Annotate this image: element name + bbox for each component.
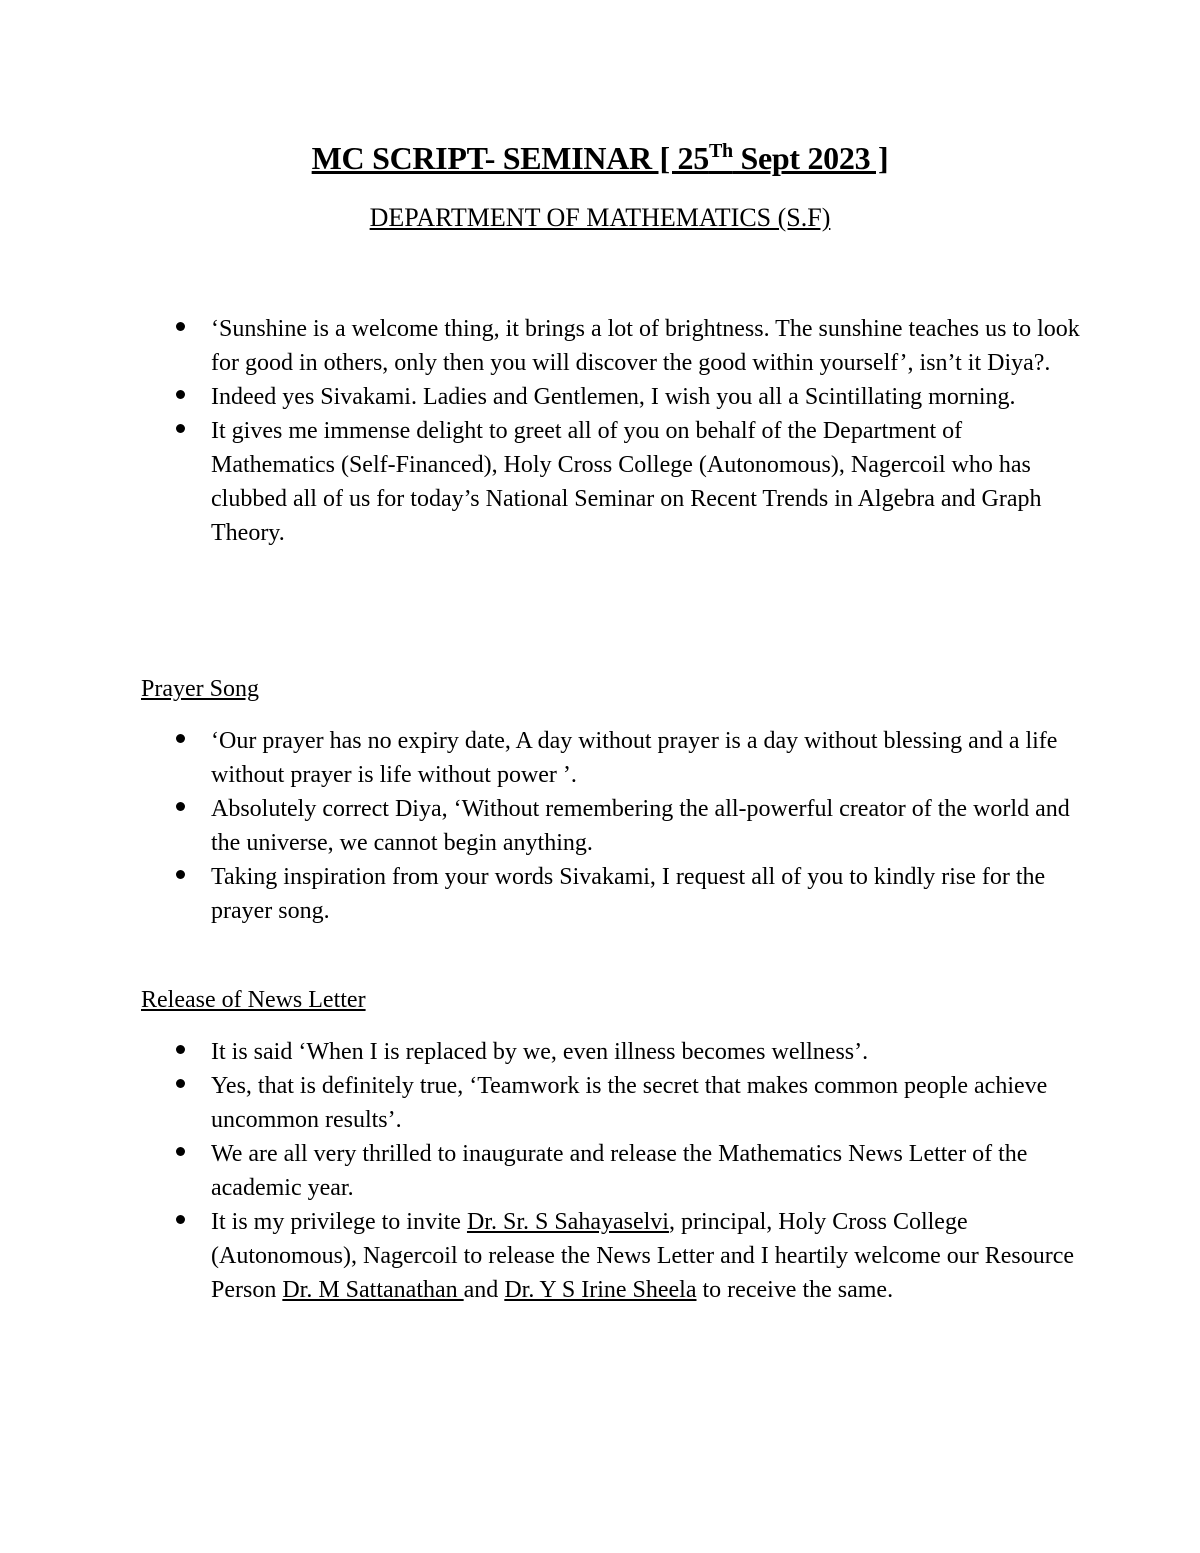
principal-name: Dr. Sr. S Sahayaselvi <box>466 1209 669 1235</box>
page-subtitle: DEPARTMENT OF MATHEMATICS (S.F) <box>369 203 831 232</box>
resource-person-name-2: Dr. Y S Irine Sheela <box>504 1277 697 1303</box>
intro-bullet-list <box>141 312 1081 550</box>
resource-person-name-1: Dr. M Sattanathan <box>282 1277 464 1303</box>
bullet-icon <box>176 802 185 811</box>
invite-text-4: to receive the same. <box>696 1277 894 1303</box>
bullet-icon <box>176 1079 185 1088</box>
newsletter-heading: Release of News Letter <box>141 987 366 1013</box>
list-item <box>141 380 1081 414</box>
title-superscript: Th <box>708 140 733 162</box>
list-item-text: It gives me immense delight to greet all of you on behalf of the Department of Mathematics (Self-Financed), Holy Cross College (Autonomous), Nagercoil who has clubbed all of us for today’s National Seminar on Recent Trends in Algebra and Graph Theory. <box>211 418 1042 546</box>
list-item <box>141 1205 1081 1307</box>
bullet-icon <box>176 1147 185 1156</box>
list-item-text: Yes, that is definitely true, ‘Teamwork is the secret that makes common people achieve uncommon results’. <box>211 1073 1048 1133</box>
prayer-section <box>141 672 1081 928</box>
list-item <box>141 1069 1081 1137</box>
invite-text-3: and <box>463 1277 505 1303</box>
bullet-icon <box>176 390 185 399</box>
list-item <box>141 860 1081 928</box>
list-item-text: Indeed yes Sivakami. Ladies and Gentlemen, I wish you all a Scintillating morning. <box>211 384 1016 410</box>
newsletter-bullet-list <box>141 1035 1081 1307</box>
invite-text-1: It is my privilege to invite <box>211 1209 467 1235</box>
list-item <box>141 1035 1081 1069</box>
intro-section <box>141 312 1081 550</box>
bullet-icon <box>176 734 185 743</box>
list-item <box>141 724 1081 792</box>
bullet-icon <box>176 870 185 879</box>
bullet-icon <box>176 322 185 331</box>
invite-text-2: , principal, Holy Cross College (Autonomous), Nagercoil to release the News Letter and I heartily welcome our Resource Person <box>211 1209 1075 1303</box>
list-item <box>141 1137 1081 1205</box>
list-item-text: We are all very thrilled to inaugurate and release the Mathematics News Letter of the academic year. <box>211 1141 1028 1201</box>
bullet-icon <box>176 1045 185 1054</box>
list-item <box>141 792 1081 860</box>
list-item-text: It is said ‘When I is replaced by we, even illness becomes wellness’. <box>211 1039 869 1065</box>
list-item <box>141 312 1081 380</box>
prayer-heading: Prayer Song <box>141 676 259 702</box>
title-prefix: MC SCRIPT- SEMINAR [ 25 <box>311 140 709 176</box>
title-suffix: Sept 2023 ] <box>732 140 889 176</box>
prayer-bullet-list <box>141 724 1081 928</box>
newsletter-section <box>141 983 1081 1307</box>
bullet-icon <box>176 424 185 433</box>
list-item <box>141 414 1081 550</box>
bullet-icon <box>176 1215 185 1224</box>
list-item-text: Absolutely correct Diya, ‘Without remembering the all-powerful creator of the world and the universe, we cannot begin anything. <box>211 796 1070 856</box>
list-item-text: ‘Sunshine is a welcome thing, it brings a lot of brightness. The sunshine teaches us to look for good in others, only then you will discover the good within yourself’, isn’t it Diya?. <box>211 316 1080 376</box>
list-item-text: ‘Our prayer has no expiry date, A day without prayer is a day without blessing and a life without prayer is life without power ’. <box>211 728 1058 788</box>
list-item-text: Taking inspiration from your words Sivakami, I request all of you to kindly rise for the prayer song. <box>211 864 1046 924</box>
page-title <box>0 140 1200 177</box>
